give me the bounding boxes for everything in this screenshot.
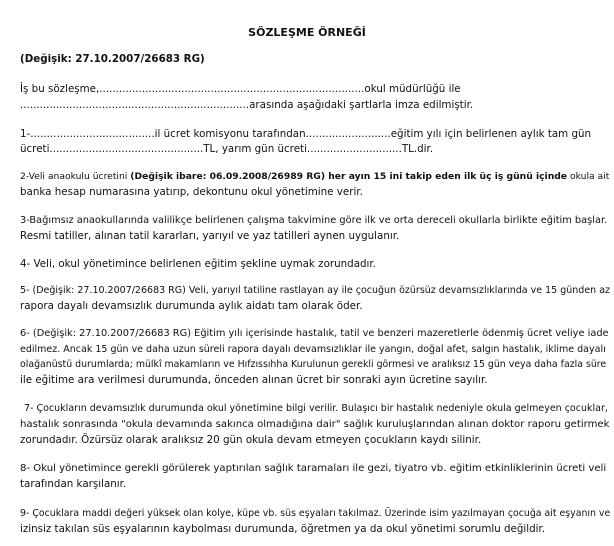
item-2-amended-phrase: (Değişik ibare: 06.09.2008/26989 RG) her ayın 15 ini takip eden ilk üç iş günü içinde: [130, 171, 568, 182]
item-1-line-1: 1-......................................il ücret komisyonu tarafından..........................eğitim yılı için belirlenen aylık tam gün: [20, 128, 592, 140]
intro-line-2: ......................................................................arasında aşağıdaki şartlarla imza edilmiştir.: [20, 99, 474, 111]
item-6-line-2: edilmez. Ancak 15 gün ve daha uzun süreli rapora dayalı devamsızlıklar ile yangın, doğal afet, salgın hastalık, iklime dayalı: [20, 344, 606, 355]
item-2-line-2: banka hesap numarasına yatırıp, dekontunu okul yönetimine verir.: [20, 186, 363, 198]
item-8-line-1: 8- Okul yönetimince gerekli görülerek yaptırılan sağlık taramaları ile gezi, tiyatro vb. eğitim etkinliklerinin ücreti veli: [20, 463, 607, 474]
item-7-line-3: zorundadır. Özürsüz olarak aralıksız 20 gün okula devam etmeyen çocukların kaydı silinir.: [20, 434, 482, 446]
item-1-line-2: ücreti...............................................TL, yarım gün ücreti.............................TL.dir.: [20, 143, 434, 155]
item-3-line-1: 3-Bağımsız anaokullarında valilikçe belirlenen çalışma takvimine göre ilk ve orta dereceli okullarla birlikte eğitim başlar.: [20, 215, 608, 226]
item-6-line-3: olağanüstü durumlarda; mülkî makamların ve Hıfzıssıhha Kurulunun gerekli görmesi ve aralıksız 15 gün veya daha fazla süre: [20, 359, 607, 370]
item-2-line-1: [20, 170, 609, 183]
item-4-line-1: 4- Veli, okul yönetimince belirlenen eğitim şekline uymak zorundadır.: [20, 258, 376, 270]
item-7-line-2: hastalık sonrasında "okula devamında sakınca olmadığına dair" sağlık kuruluşlarından alınan doktor raporu getirmek: [20, 419, 610, 430]
item-2-text-a: 2-Veli anaokulu ücretini: [20, 171, 131, 182]
item-3-line-2: Resmi tatiller, alınan tatil kararları, yarıyıl ve yaz tatilleri aynen uygulanır.: [20, 230, 400, 242]
amendment-note: (Değişik: 27.10.2007/26683 RG): [20, 53, 205, 65]
item-2-text-c: okula ait: [567, 171, 610, 182]
intro-line-1: İş bu sözleşme,.................................................................................okul müdürlüğü ile: [20, 83, 461, 95]
item-5-line-2: rapora dayalı devamsızlık durumunda aylık aidatı tam olarak öder.: [20, 300, 363, 312]
item-5-line-1: 5- (Değişik: 27.10.2007/26683 RG) Veli, yarıyıl tatiline rastlayan ay ile çocuğun özürsüz devamsızlıklarında ve 15 günden az: [20, 285, 611, 296]
page-title: SÖZLEŞME ÖRNEĞİ: [248, 26, 366, 39]
item-8-line-2: tarafından karşılanır.: [20, 478, 127, 490]
item-9-line-2: izinsiz takılan süs eşyalarının kaybolması durumunda, öğretmen ya da okul yönetimi sorumlu değildir.: [20, 523, 546, 535]
item-6-line-4: ile eğitime ara verilmesi durumunda, önceden alınan ücret bir sonraki ayın ücretine sayılır.: [20, 374, 488, 386]
item-9-line-1: 9- Çocuklara maddi değeri yüksek olan kolye, küpe vb. süs eşyaları takılmaz. Üzerinde isim yazılmayan çocuğa ait eşyanın ve: [20, 508, 611, 519]
item-7-line-1: 7- Çocukların devamsızlık durumunda okul yönetimine bilgi verilir. Bulaşıcı bir hastalık nedeniyle okula gelmeyen çocuklar,: [24, 403, 608, 414]
item-6-line-1: 6- (Değişik: 27.10.2007/26683 RG) Eğitim yılı içerisinde hastalık, tatil ve benzeri mazeretlerle ödenmiş ücret veliye iade: [20, 328, 609, 339]
